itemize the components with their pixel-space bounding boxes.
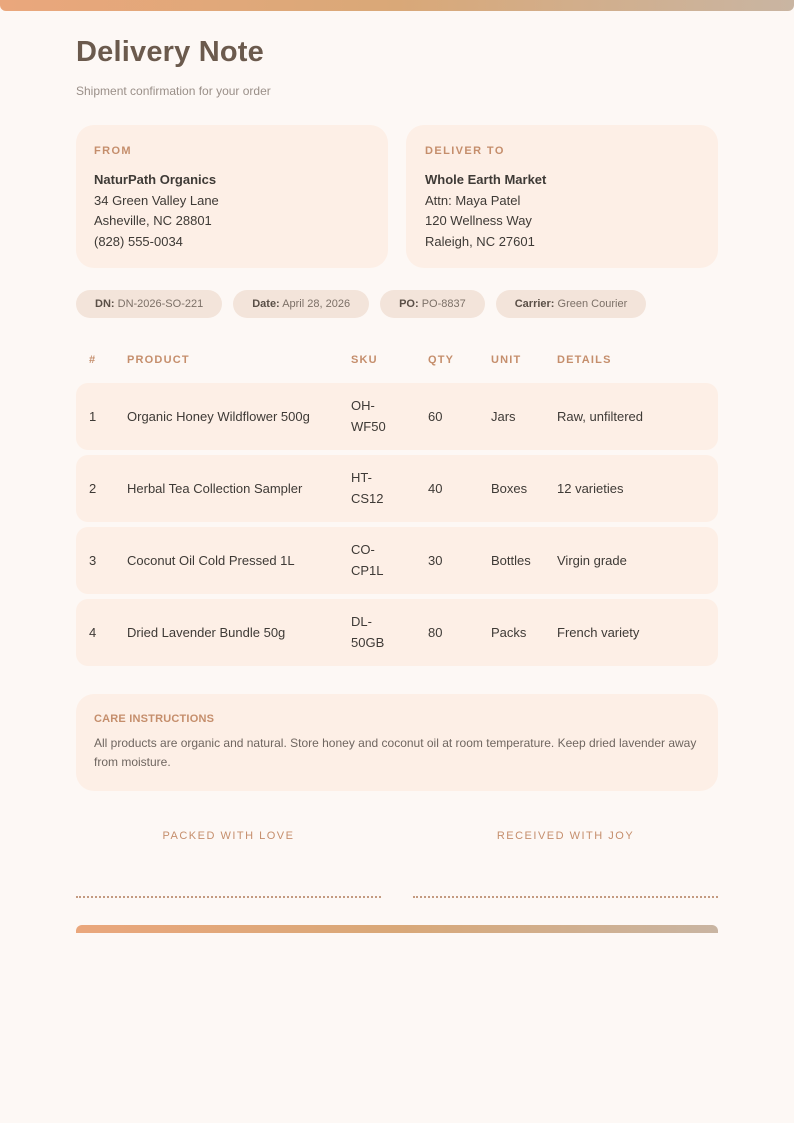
sender-phone: (828) 555-0034 (94, 233, 183, 249)
row-product: Coconut Oil Cold Pressed 1L (127, 553, 295, 568)
row-number: 1 (89, 409, 97, 424)
row-product: Herbal Tea Collection Sampler (127, 481, 303, 496)
pill-value: PO-8837 (421, 298, 466, 310)
received-signature-line (413, 896, 718, 898)
date-pill (233, 290, 369, 318)
row-number: 2 (89, 481, 97, 496)
purchase-order-pill (380, 290, 485, 318)
pill-value: DN-2026-SO-221 (117, 298, 204, 310)
row-sku: DL-50GB (351, 614, 385, 650)
recipient-address-line: 120 Wellness Way (425, 213, 532, 228)
row-sku: HT-CS12 (351, 470, 384, 506)
row-unit: Boxes (491, 481, 528, 496)
pill-key: Carrier: (514, 298, 555, 310)
row-product: Dried Lavender Bundle 50g (127, 625, 286, 640)
row-qty: 30 (428, 553, 443, 568)
pill-value: Green Courier (557, 298, 628, 310)
table-header (76, 354, 718, 368)
row-unit: Bottles (491, 553, 531, 568)
table-row (76, 383, 718, 450)
column-header-unit: UNIT (491, 354, 522, 366)
received-signature-label: RECEIVED WITH JOY (496, 830, 635, 842)
packed-signature-line (76, 896, 381, 898)
table-row (76, 455, 718, 522)
carrier-pill (496, 290, 647, 318)
row-qty: 40 (428, 481, 443, 496)
packed-signature-label: PACKED WITH LOVE (162, 830, 295, 842)
column-header-details: DETAILS (557, 354, 612, 366)
row-details: Virgin grade (557, 553, 627, 568)
row-sku: OH-WF50 (351, 398, 386, 434)
pill-key: Date: (252, 298, 280, 310)
care-instructions-text: All products are organic and natural. Store honey and coconut oil at room temperature. Keep dried lavender away from moisture. (94, 736, 697, 769)
pill-value: April 28, 2026 (282, 298, 351, 310)
recipient-city-line: Raleigh, NC 27601 (425, 233, 535, 249)
pill-key: PO: (399, 298, 419, 310)
row-unit: Packs (491, 625, 527, 640)
row-number: 4 (89, 625, 97, 640)
row-qty: 60 (428, 409, 443, 424)
row-unit: Jars (491, 409, 516, 424)
care-instructions-title: CARE INSTRUCTIONS (94, 713, 215, 725)
row-qty: 80 (428, 625, 443, 640)
recipient-name: Whole Earth Market (425, 172, 547, 187)
column-header-qty: QTY (428, 354, 455, 366)
bottom-accent-bar (76, 925, 718, 933)
row-details: French variety (557, 625, 640, 640)
table-row (76, 599, 718, 666)
sender-city-line: Asheville, NC 28801 (94, 213, 212, 228)
row-sku: CO-CP1L (351, 542, 384, 578)
sender-card (76, 125, 388, 268)
delivery-note-number-pill (76, 290, 222, 318)
recipient-label: DELIVER TO (425, 145, 505, 157)
row-number: 3 (89, 553, 97, 568)
row-details: Raw, unfiltered (557, 409, 643, 424)
recipient-card (406, 125, 718, 268)
pill-key: DN: (95, 298, 115, 310)
row-details: 12 varieties (557, 481, 624, 496)
table-row (76, 527, 718, 594)
care-instructions-box (76, 694, 718, 791)
column-header-number: # (89, 354, 97, 366)
sender-address-line: 34 Green Valley Lane (94, 192, 219, 208)
meta-pills (76, 290, 646, 318)
top-accent-bar (0, 0, 794, 11)
column-header-sku: SKU (351, 354, 378, 366)
row-product: Organic Honey Wildflower 500g (127, 409, 310, 424)
column-header-product: PRODUCT (127, 354, 190, 366)
page-subtitle: Shipment confirmation for your order (76, 84, 271, 98)
sender-label: FROM (94, 145, 132, 157)
page-title: Delivery Note (76, 36, 264, 68)
sender-name: NaturPath Organics (94, 172, 217, 187)
recipient-attention: Attn: Maya Patel (425, 192, 521, 208)
